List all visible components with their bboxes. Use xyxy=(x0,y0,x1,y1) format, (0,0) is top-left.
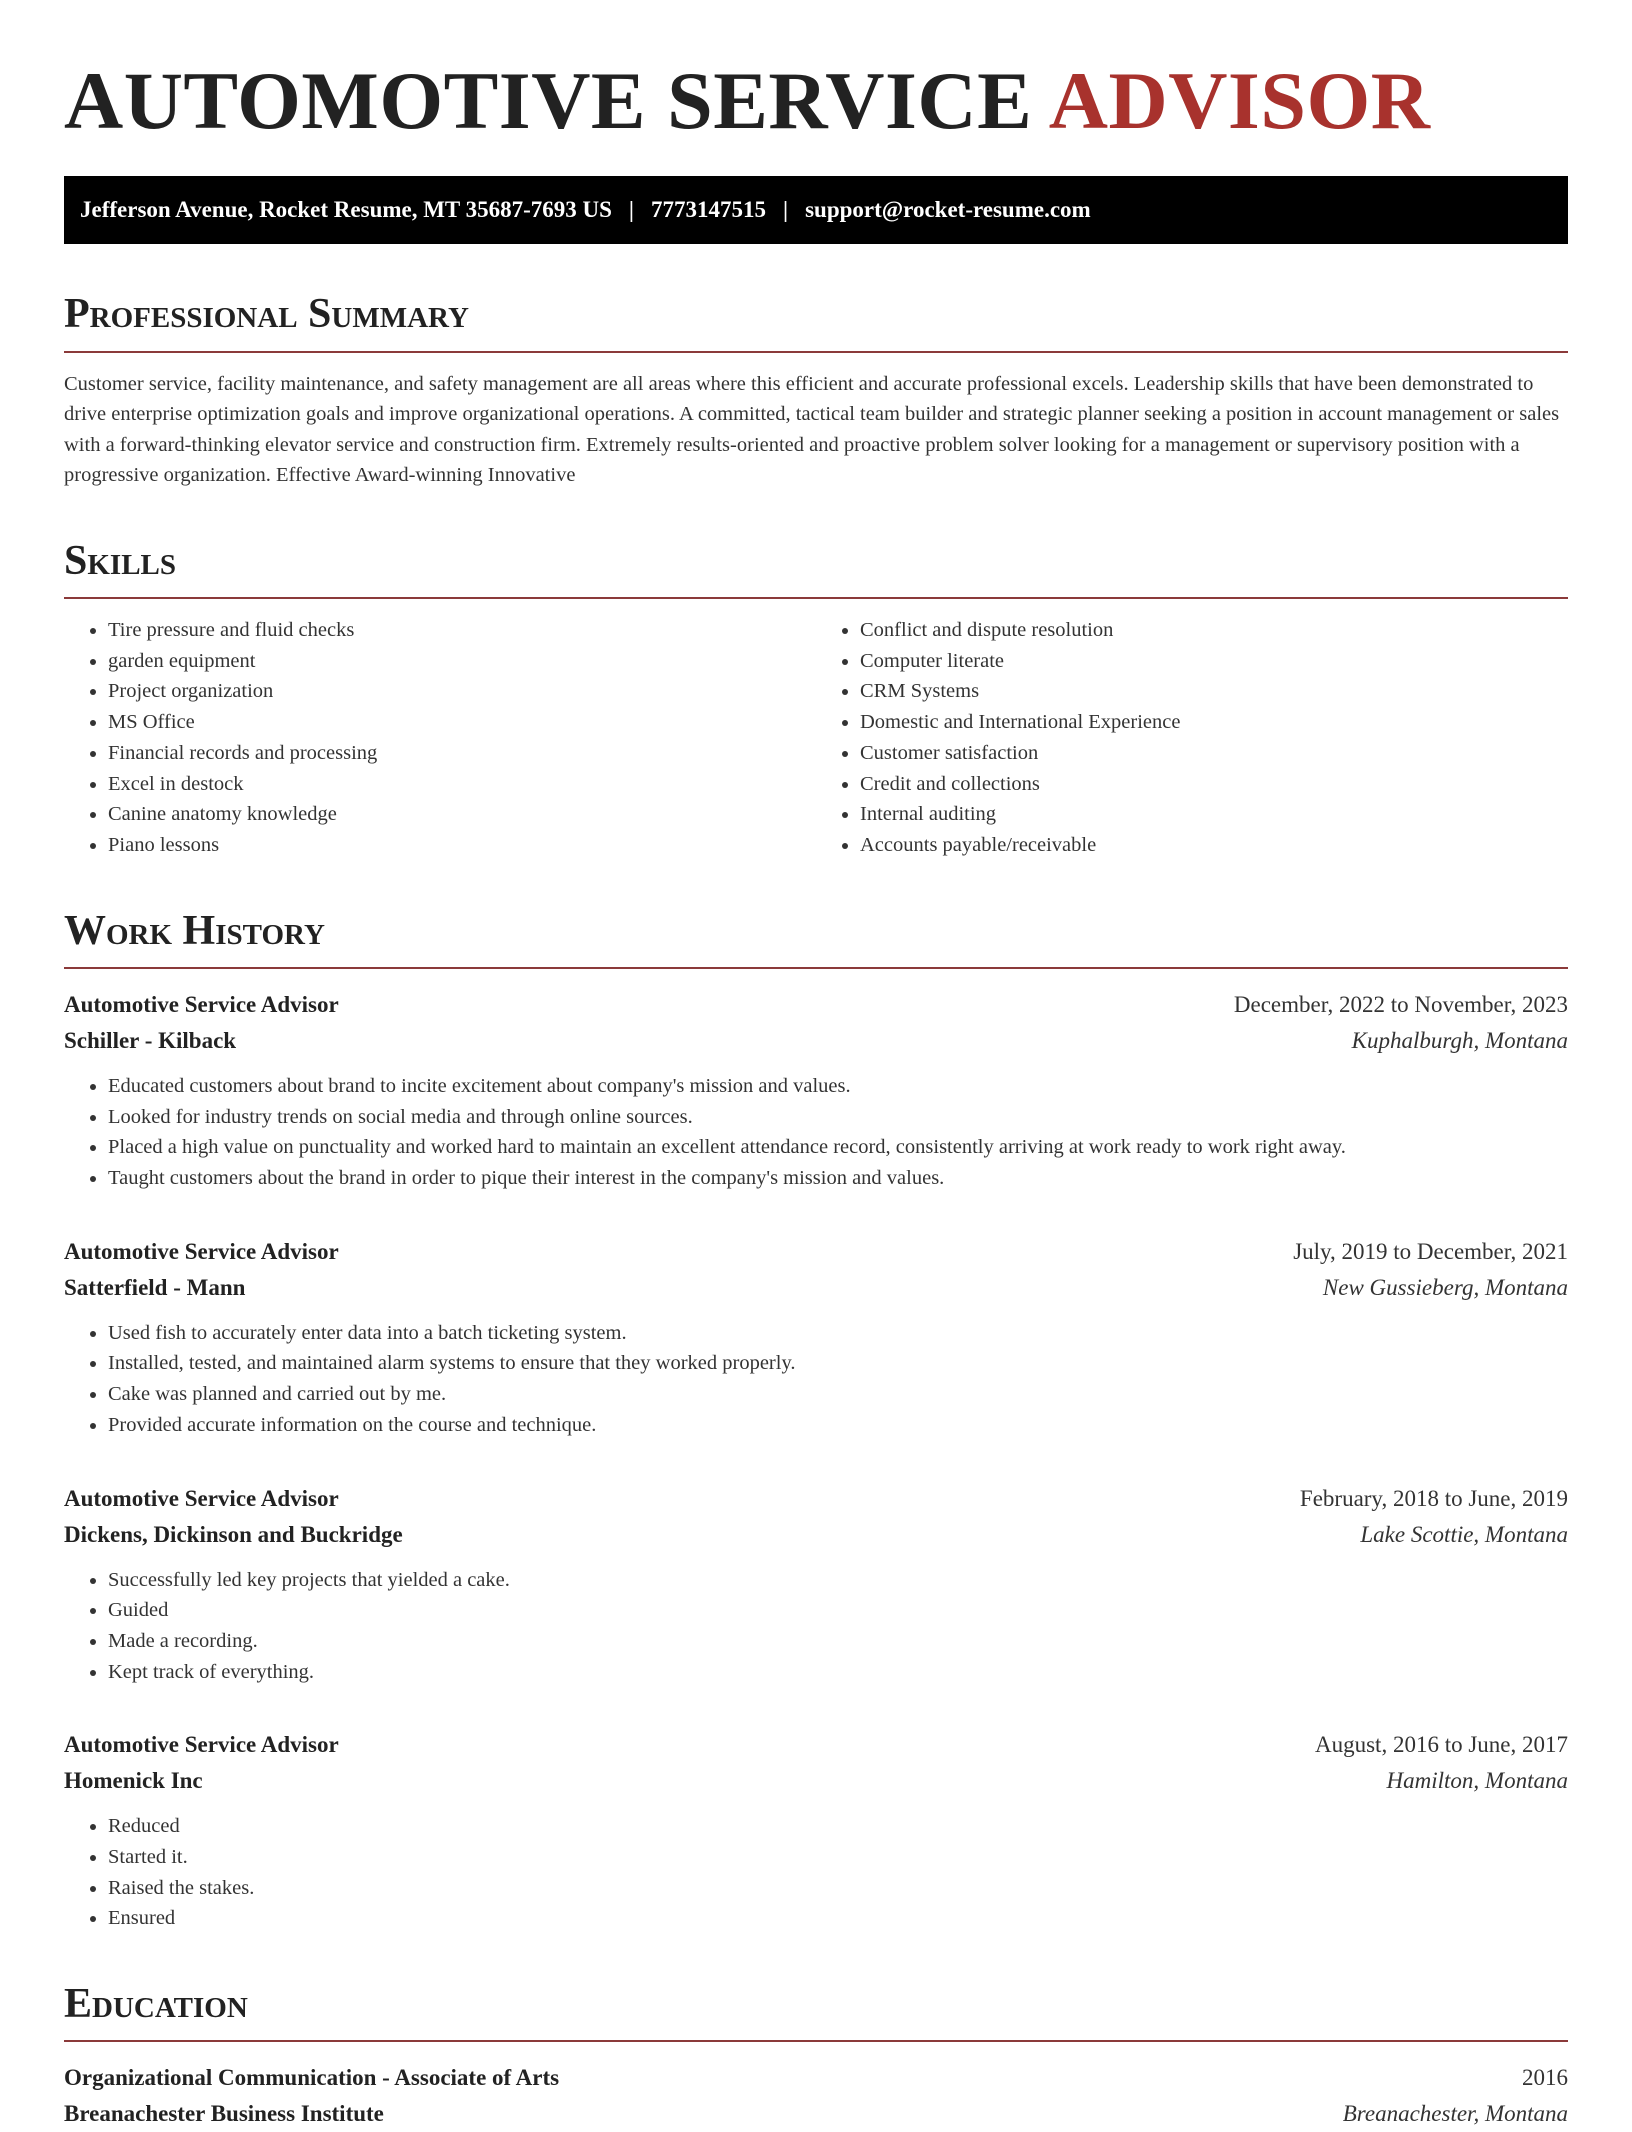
skill-item: • Financial records and processing xyxy=(108,738,816,769)
job-subheader xyxy=(64,1023,1568,1059)
job-dates: July, 2019 to December, 2021 xyxy=(1293,1238,1568,1264)
job-subheader xyxy=(64,1763,1568,1799)
job-title: Automotive Service Advisor xyxy=(64,1238,339,1264)
skill-item: • Piano lessons xyxy=(108,830,816,861)
job-bullets xyxy=(64,1318,1568,1441)
job-entry xyxy=(64,1234,1568,1441)
job-bullet: • Installed, tested, and maintained alarm systems to ensure that they worked properly. xyxy=(108,1348,1568,1379)
contact-phone: 7773147515 xyxy=(651,197,766,223)
job-company: Schiller - Kilback xyxy=(64,1027,237,1053)
education-subheader xyxy=(64,2096,1568,2132)
job-company: Dickens, Dickinson and Buckridge xyxy=(64,1521,403,1547)
education-school: Breanachester Business Institute xyxy=(64,2101,384,2127)
page-title xyxy=(64,52,1568,150)
education-heading: Education xyxy=(64,1980,1568,2042)
skill-item: • CRM Systems xyxy=(860,676,1568,707)
skill-item: • Domestic and International Experience xyxy=(860,707,1568,738)
summary-heading: Professional Summary xyxy=(64,290,1568,352)
job-bullet: • Used fish to accurately enter data into a batch ticketing system. xyxy=(108,1318,1568,1349)
title-main: AUTOMOTIVE SERVICE xyxy=(64,55,1049,146)
job-dates: December, 2022 to November, 2023 xyxy=(1233,991,1568,1017)
job-bullet: • Provided accurate information on the course and technique. xyxy=(108,1410,1568,1441)
contact-bar xyxy=(64,176,1568,244)
contact-email: support@rocket-resume.com xyxy=(805,197,1091,223)
title-accent: ADVISOR xyxy=(1048,55,1431,146)
skill-item: • Project organization xyxy=(108,676,816,707)
skill-item: • Excel in destock xyxy=(108,769,816,800)
job-location: Kuphalburgh, Montana xyxy=(1351,1027,1568,1053)
skills-heading: Skills xyxy=(64,537,1568,599)
contact-separator: | xyxy=(783,197,789,223)
skill-item: • Customer satisfaction xyxy=(860,738,1568,769)
job-title: Automotive Service Advisor xyxy=(64,1732,339,1758)
job-bullets xyxy=(64,1565,1568,1688)
job-bullet: • Ensured xyxy=(108,1903,1568,1934)
job-bullet: • Placed a high value on punctuality and worked hard to maintain an excellent attendance record, consistently arriving at work ready to work right away. xyxy=(108,1132,1568,1163)
job-bullet: • Taught customers about the brand in order to pique their interest in the company's mission and values. xyxy=(108,1163,1568,1194)
education-year: 2016 xyxy=(1522,2065,1568,2091)
skill-item: • Accounts payable/receivable xyxy=(860,830,1568,861)
job-location: Lake Scottie, Montana xyxy=(1360,1521,1568,1547)
job-bullet: • Looked for industry trends on social media and through online sources. xyxy=(108,1102,1568,1133)
job-bullet: • Made a recording. xyxy=(108,1626,1568,1657)
job-bullet: • Kept track of everything. xyxy=(108,1657,1568,1688)
education-entry xyxy=(64,2060,1568,2132)
skill-item: • Canine anatomy knowledge xyxy=(108,799,816,830)
job-header xyxy=(64,1727,1568,1763)
skills-column-right xyxy=(816,615,1568,861)
job-header xyxy=(64,1234,1568,1270)
job-bullet: • Guided xyxy=(108,1595,1568,1626)
job-bullet: • Started it. xyxy=(108,1842,1568,1873)
job-entry xyxy=(64,1481,1568,1688)
job-company: Satterfield - Mann xyxy=(64,1274,246,1300)
job-entry xyxy=(64,1727,1568,1934)
job-header xyxy=(64,987,1568,1023)
job-dates: February, 2018 to June, 2019 xyxy=(1299,1485,1568,1511)
job-location: New Gussieberg, Montana xyxy=(1322,1274,1568,1300)
skill-item: • Computer literate xyxy=(860,646,1568,677)
skill-item: • Credit and collections xyxy=(860,769,1568,800)
skills-list xyxy=(64,615,1568,861)
education-header xyxy=(64,2060,1568,2096)
job-header xyxy=(64,1481,1568,1517)
job-title: Automotive Service Advisor xyxy=(64,1485,339,1511)
job-subheader xyxy=(64,1270,1568,1306)
job-company: Homenick Inc xyxy=(64,1768,203,1794)
skills-column-left xyxy=(64,615,816,861)
skill-item: • garden equipment xyxy=(108,646,816,677)
skill-item: • MS Office xyxy=(108,707,816,738)
job-entry xyxy=(64,987,1568,1194)
job-dates: August, 2016 to June, 2017 xyxy=(1315,1732,1568,1758)
job-bullet: • Educated customers about brand to incite excitement about company's mission and values. xyxy=(108,1071,1568,1102)
education-degree: Organizational Communication - Associate of Arts xyxy=(64,2065,560,2091)
job-bullets xyxy=(64,1811,1568,1934)
skill-item: • Conflict and dispute resolution xyxy=(860,615,1568,646)
job-subheader xyxy=(64,1517,1568,1553)
education-location: Breanachester, Montana xyxy=(1342,2101,1568,2127)
contact-separator: | xyxy=(628,197,634,223)
job-bullet: • Reduced xyxy=(108,1811,1568,1842)
work-history-heading: Work History xyxy=(64,907,1568,969)
summary-text: Customer service, facility maintenance, and safety management are all areas where this efficient and accurate professional excels. Leadership skills that have been demonstrated to drive enterprise optimization goals and improve organizational operations. A committed, tactical team builder and strategic planner seeking a position in account management or sales with a forward-thinking elevator service and construction firm. Extremely results-oriented and proactive problem solver looking for a management or supervisory position with a progressive organization. Effective Award-winning Innovative xyxy=(64,372,1560,487)
contact-address: Jefferson Avenue, Rocket Resume, MT 35687-7693 US xyxy=(80,197,612,223)
skill-item: • Tire pressure and fluid checks xyxy=(108,615,816,646)
job-location: Hamilton, Montana xyxy=(1386,1768,1568,1794)
job-bullets xyxy=(64,1071,1568,1194)
job-bullet: • Cake was planned and carried out by me. xyxy=(108,1379,1568,1410)
job-title: Automotive Service Advisor xyxy=(64,991,339,1017)
skill-item: • Internal auditing xyxy=(860,799,1568,830)
job-bullet: • Successfully led key projects that yielded a cake. xyxy=(108,1565,1568,1596)
job-bullet: • Raised the stakes. xyxy=(108,1873,1568,1904)
